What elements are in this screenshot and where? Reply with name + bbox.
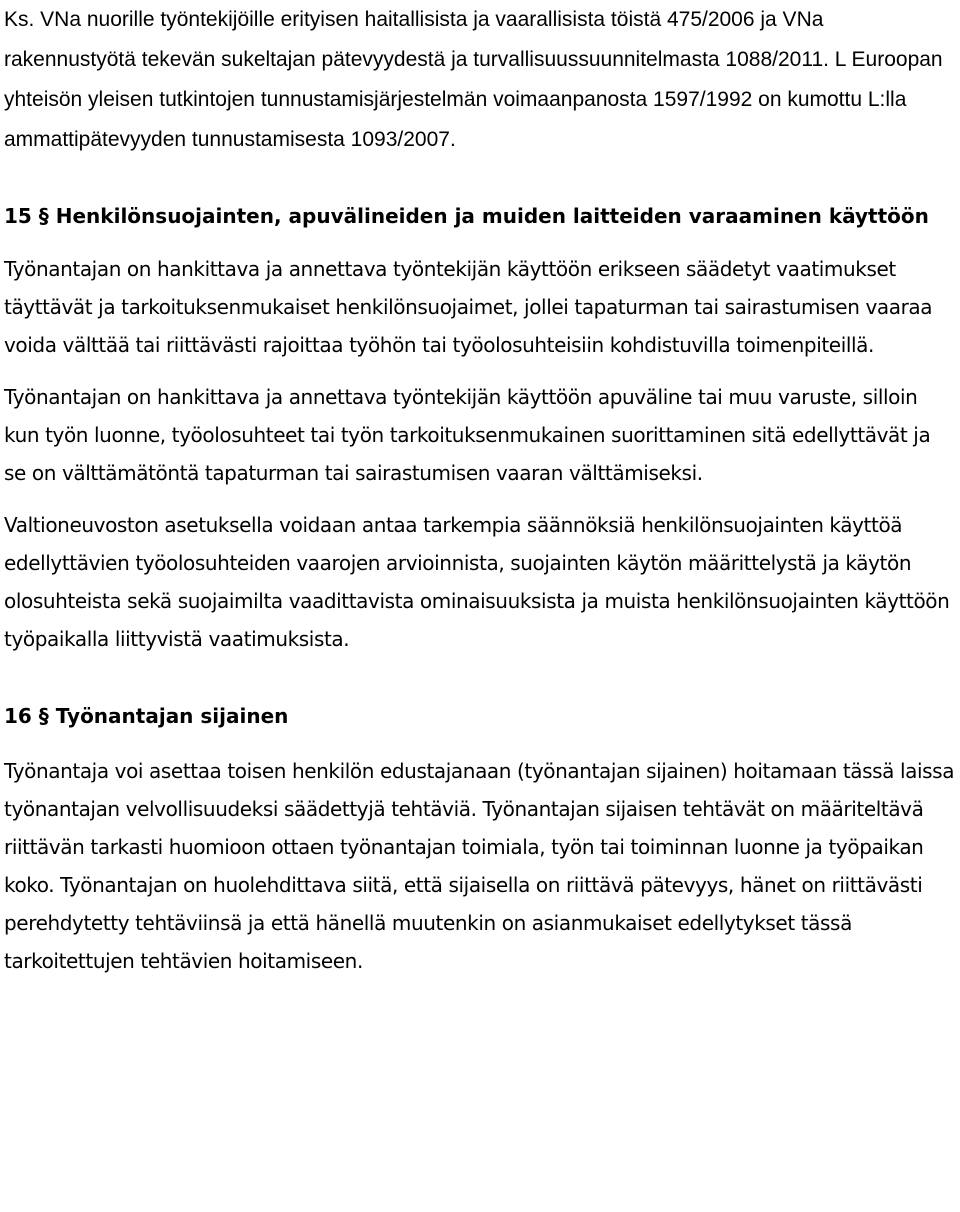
section-15-heading: 15 § Henkilönsuojainten, apuvälineiden ja muiden laitteiden varaaminen käyttöön [4,204,929,228]
section-16-paragraph-1: Työnantaja voi asettaa toisen henkilön edustajanaan (työnantajan sijainen) hoitamaan tässä laissa työnantajan velvollisuudeksi säädettyjä tehtäviä. Työnantajan sijaisen tehtävät on määriteltävä riittävän tarkasti huomioon ottaen työnantajan toimiala, työn tai toiminnan luonne ja työpaikan koko. Työnantajan on huolehdittava siitä, että sijaisella on riittävä pätevyys, hänet on riittävästi perehdytetty tehtäviinsä ja että hänellä muutenkin on asianmukaiset edellytykset tässä tarkoitettujen tehtävien hoitamiseen. [4,759,955,973]
section-15-paragraph-2: Työnantajan on hankittava ja annettava työntekijän käyttöön apuväline tai muu varuste, silloin kun työn luonne, työolosuhteet tai työn tarkoituksenmukainen suorittaminen sitä edellyttävät ja se on välttämätöntä tapaturman tai sairastumisen vaaran välttämiseksi. [4,385,931,485]
intro-paragraph: Ks. VNa nuorille työntekijöille erityisen haitallisista ja vaarallisista töistä 475/2006 ja VNa rakennustyötä tekevän sukeltajan pätevyydestä ja turvallisuussuunnitelmasta 1088/2011. L Euroopan yhteisön yleisen tutkintojen tunnustamisjärjestelmän voimaanpanosta 1597/1992 on kumottu L:lla ammattipätevyyden tunnustamisesta 1093/2007. [4,8,943,151]
section-16-heading: 16 § Työnantajan sijainen [4,704,289,728]
section-15-paragraph-3: Valtioneuvoston asetuksella voidaan antaa tarkempia säännöksiä henkilönsuojainten käyttöä edellyttävien työolosuhteiden vaarojen arvioinnista, suojainten käytön määrittelystä ja käytön olosuhteista sekä suojaimilta vaadittavista ominaisuuksista ja muista henkilönsuojainten käyttöön työpaikalla liittyvistä vaatimuksista. [4,513,950,651]
section-15-paragraph-1: Työnantajan on hankittava ja annettava työntekijän käyttöön erikseen säädetyt vaatimukset täyttävät ja tarkoituksenmukaiset henkilönsuojaimet, jollei tapaturman tai sairastumisen vaaraa voida välttää tai riittävästi rajoittaa työhön tai työolosuhteisiin kohdistuvilla toimenpiteillä. [4,257,933,357]
document-page [4,0,956,980]
